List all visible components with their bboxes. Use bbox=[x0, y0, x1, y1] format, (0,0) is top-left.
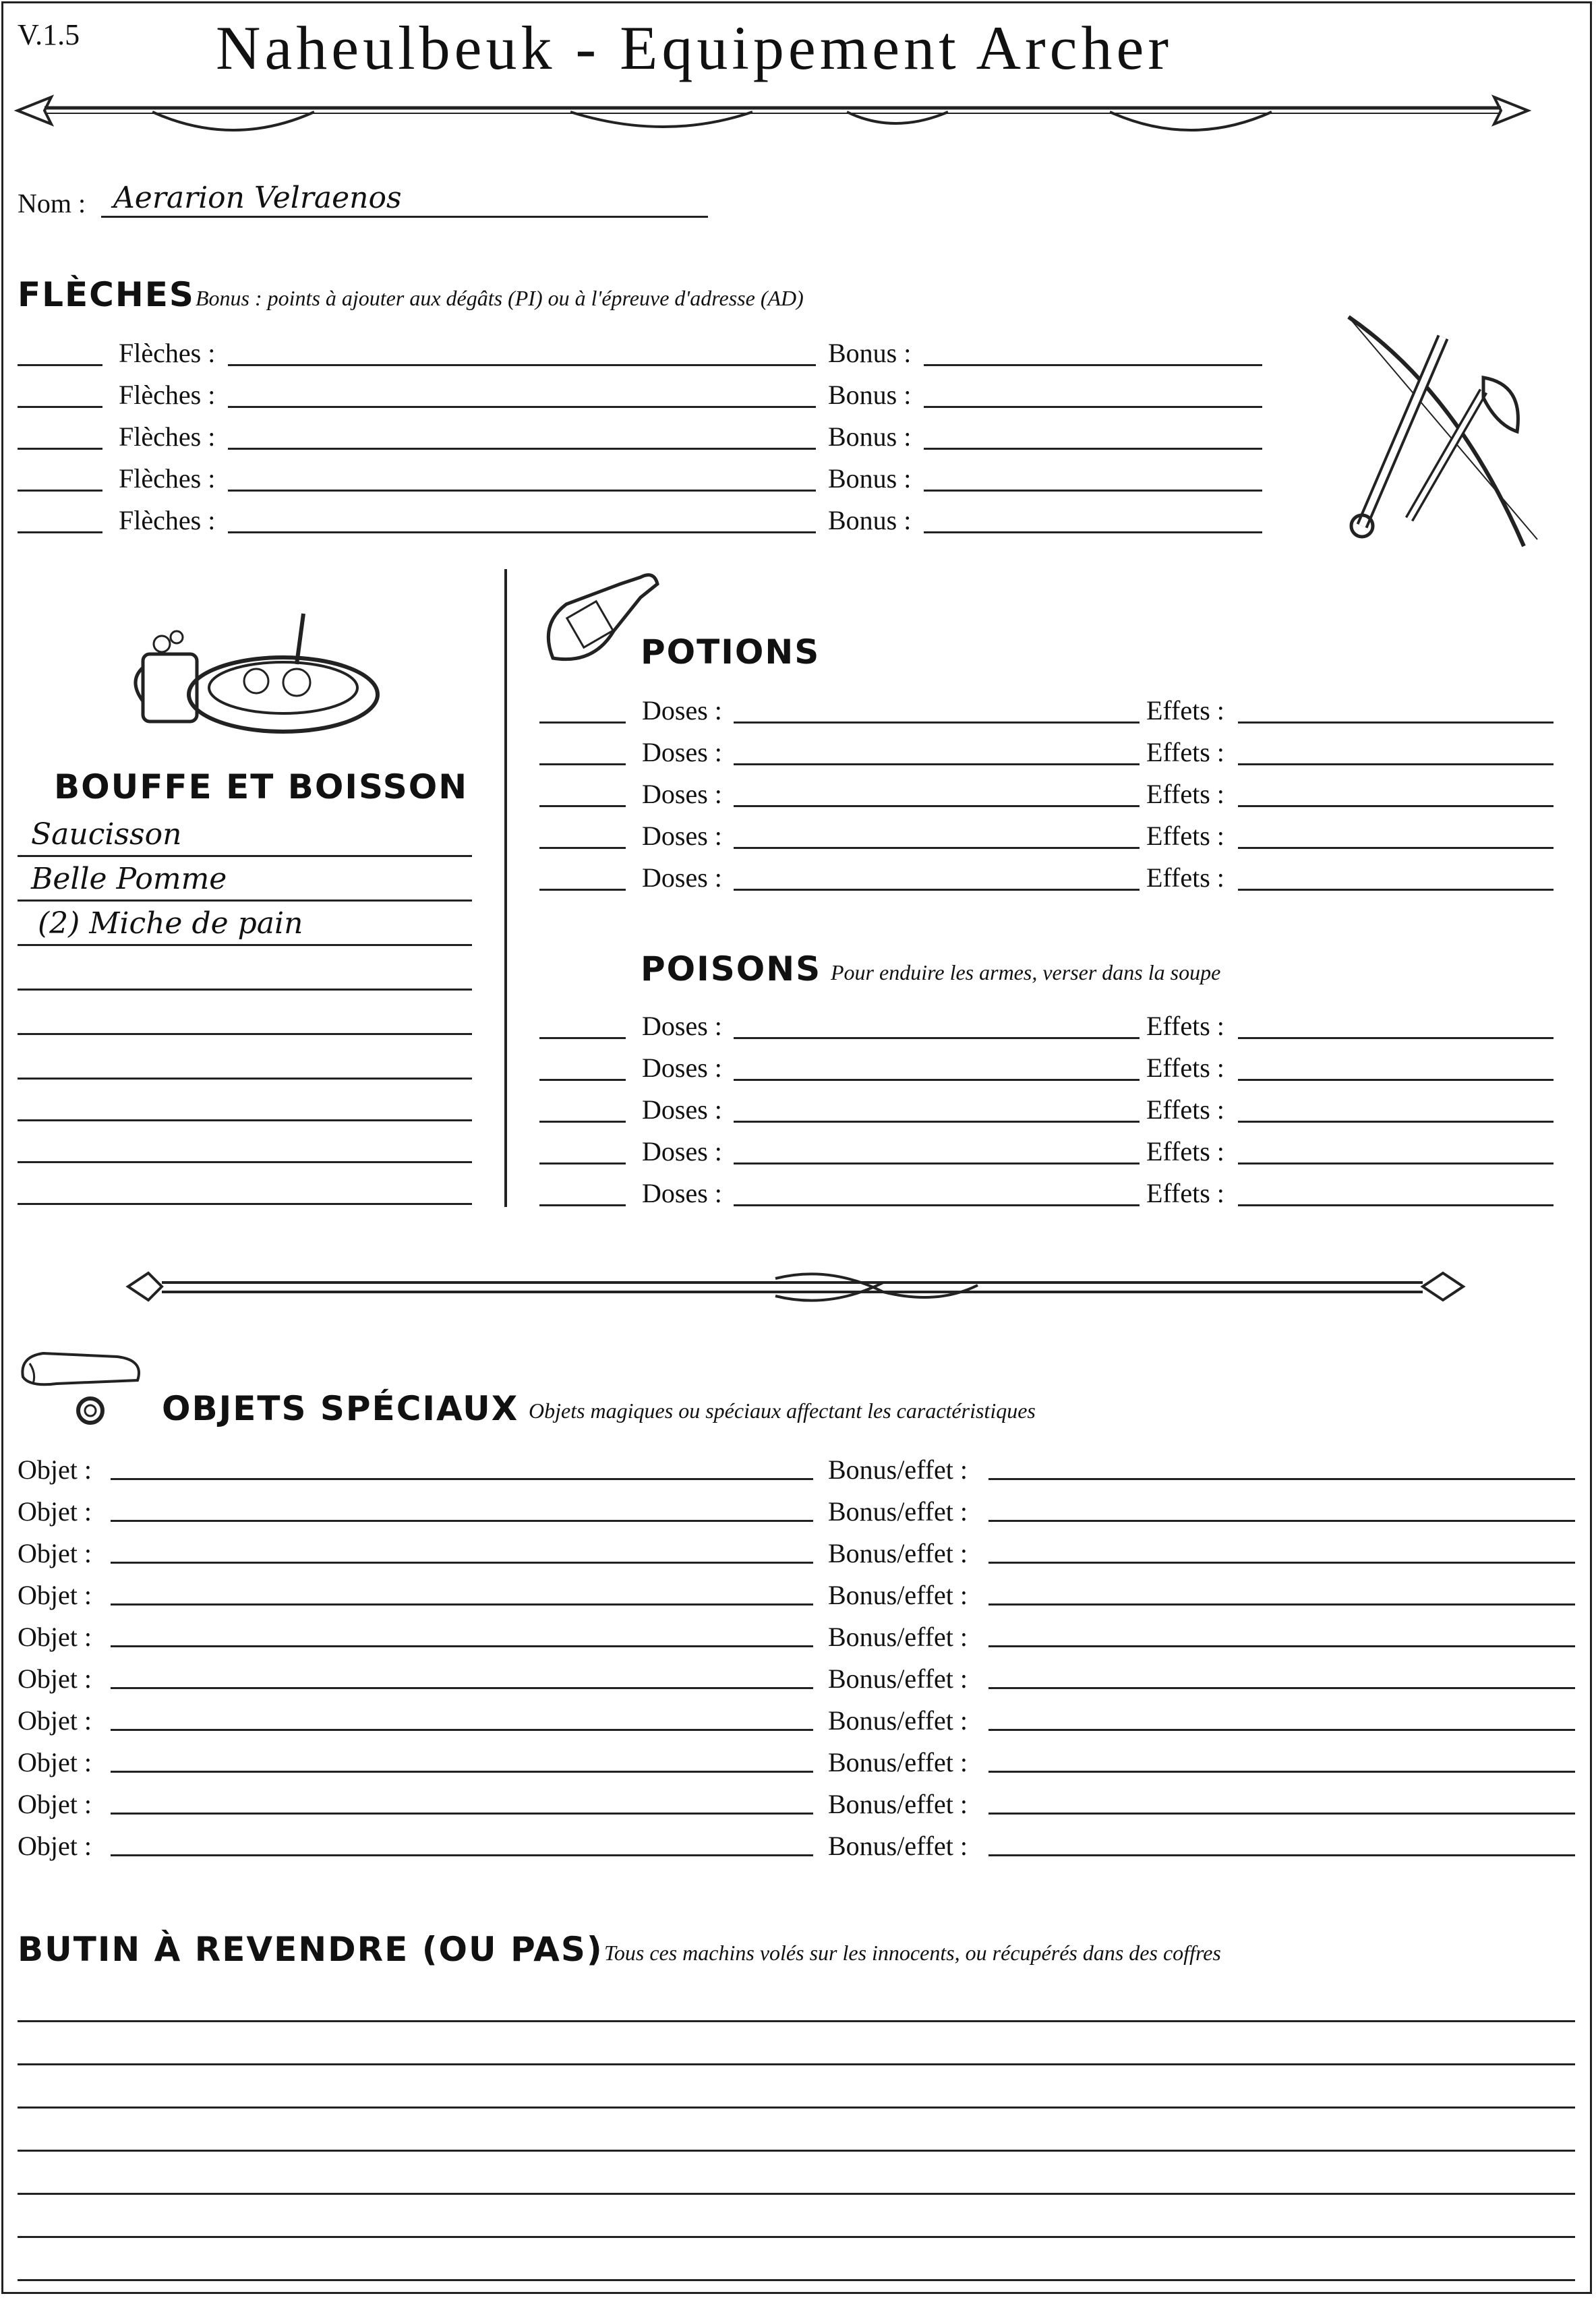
fleches-bonus-label: Bonus : bbox=[828, 421, 912, 452]
objet-bonus-field[interactable] bbox=[988, 1478, 1575, 1480]
butin-line[interactable] bbox=[18, 2193, 1575, 2195]
objet-bonus-label: Bonus/effet : bbox=[828, 1705, 968, 1736]
fleches-name-field[interactable] bbox=[228, 490, 816, 492]
fleches-bonus-label: Bonus : bbox=[828, 338, 912, 368]
objet-bonus-field[interactable] bbox=[988, 1562, 1575, 1564]
poison-doses-field[interactable] bbox=[734, 1204, 1140, 1206]
fleches-label: Flèches : bbox=[119, 421, 216, 452]
bouffe-line[interactable] bbox=[18, 989, 472, 991]
potion-effets-label: Effets : bbox=[1146, 737, 1224, 767]
potion-doses-label: Doses : bbox=[642, 737, 722, 767]
objet-label: Objet : bbox=[18, 1622, 92, 1652]
objet-label: Objet : bbox=[18, 1747, 92, 1777]
fleches-title: FLÈCHES bbox=[18, 275, 195, 314]
poison-effets-label: Effets : bbox=[1146, 1178, 1224, 1208]
poison-qty-field[interactable] bbox=[539, 1079, 626, 1081]
poison-effets-field[interactable] bbox=[1238, 1037, 1554, 1039]
butin-line[interactable] bbox=[18, 2279, 1575, 2281]
potion-doses-label: Doses : bbox=[642, 821, 722, 851]
objet-field[interactable] bbox=[111, 1687, 813, 1689]
bouffe-item[interactable]: Saucisson bbox=[31, 817, 182, 852]
potion-effets-label: Effets : bbox=[1146, 821, 1224, 851]
poison-doses-label: Doses : bbox=[642, 1011, 722, 1041]
objet-bonus-label: Bonus/effet : bbox=[828, 1622, 968, 1652]
poison-effets-label: Effets : bbox=[1146, 1011, 1224, 1041]
poison-effets-field[interactable] bbox=[1238, 1121, 1554, 1123]
fleches-bonus-field[interactable] bbox=[924, 406, 1262, 408]
section-divider bbox=[504, 569, 507, 1207]
bouffe-item[interactable]: Belle Pomme bbox=[31, 862, 227, 896]
poison-doses-field[interactable] bbox=[734, 1037, 1140, 1039]
objet-bonus-field[interactable] bbox=[988, 1603, 1575, 1605]
objet-bonus-label: Bonus/effet : bbox=[828, 1496, 968, 1527]
fleches-bonus-label: Bonus : bbox=[828, 380, 912, 410]
poison-qty-field[interactable] bbox=[539, 1037, 626, 1039]
objet-field[interactable] bbox=[111, 1603, 813, 1605]
objet-label: Objet : bbox=[18, 1496, 92, 1527]
potion-doses-field[interactable] bbox=[734, 763, 1140, 765]
poison-effets-label: Effets : bbox=[1146, 1094, 1224, 1125]
poison-doses-label: Doses : bbox=[642, 1178, 722, 1208]
food-tray-icon bbox=[135, 607, 378, 742]
objets-title: OBJETS SPÉCIAUX bbox=[162, 1389, 519, 1428]
objet-bonus-label: Bonus/effet : bbox=[828, 1538, 968, 1568]
objet-field[interactable] bbox=[111, 1813, 813, 1815]
crossed-weapons-icon bbox=[1322, 310, 1564, 553]
fleches-name-field[interactable] bbox=[228, 364, 816, 366]
fleches-subtitle: Bonus : points à ajouter aux dégâts (PI) ou à l'épreuve d'adresse (AD) bbox=[196, 286, 804, 310]
objet-bonus-field[interactable] bbox=[988, 1645, 1575, 1647]
fleches-count-field[interactable] bbox=[18, 364, 102, 366]
fleches-label: Flèches : bbox=[119, 463, 216, 494]
fleches-name-field[interactable] bbox=[228, 531, 816, 533]
potion-qty-field[interactable] bbox=[539, 847, 626, 849]
poison-effets-field[interactable] bbox=[1238, 1204, 1554, 1206]
bouffe-line bbox=[18, 900, 472, 902]
objet-bonus-field[interactable] bbox=[988, 1854, 1575, 1856]
potion-doses-label: Doses : bbox=[642, 779, 722, 809]
bouffe-line bbox=[18, 855, 472, 857]
objet-label: Objet : bbox=[18, 1831, 92, 1861]
poison-effets-label: Effets : bbox=[1146, 1136, 1224, 1167]
objet-bonus-label: Bonus/effet : bbox=[828, 1580, 968, 1610]
potion-effets-field[interactable] bbox=[1238, 889, 1554, 891]
potion-effets-label: Effets : bbox=[1146, 862, 1224, 893]
objets-subtitle: Objets magiques ou spéciaux affectant les caractéristiques bbox=[529, 1398, 1036, 1423]
arrow-icon bbox=[18, 88, 1528, 148]
potion-doses-field[interactable] bbox=[734, 847, 1140, 849]
bouffe-title: BOUFFE ET BOISSON bbox=[54, 767, 469, 806]
poison-qty-field[interactable] bbox=[539, 1162, 626, 1165]
fleches-count-field[interactable] bbox=[18, 490, 102, 492]
scroll-ring-icon bbox=[16, 1343, 158, 1431]
potion-qty-field[interactable] bbox=[539, 721, 626, 724]
bouffe-line[interactable] bbox=[18, 1203, 472, 1205]
objet-label: Objet : bbox=[18, 1454, 92, 1485]
objet-bonus-label: Bonus/effet : bbox=[828, 1663, 968, 1694]
potion-effets-label: Effets : bbox=[1146, 695, 1224, 726]
poison-doses-label: Doses : bbox=[642, 1136, 722, 1167]
fleches-bonus-field[interactable] bbox=[924, 364, 1262, 366]
objet-label: Objet : bbox=[18, 1663, 92, 1694]
butin-line[interactable] bbox=[18, 2063, 1575, 2065]
objet-bonus-field[interactable] bbox=[988, 1813, 1575, 1815]
fleches-label: Flèches : bbox=[119, 338, 216, 368]
poison-qty-field[interactable] bbox=[539, 1121, 626, 1123]
butin-subtitle: Tous ces machins volés sur les innocents, ou récupérés dans des coffres bbox=[604, 1941, 1221, 1965]
objet-bonus-label: Bonus/effet : bbox=[828, 1831, 968, 1861]
potion-doses-field[interactable] bbox=[734, 721, 1140, 724]
potion-effets-field[interactable] bbox=[1238, 763, 1554, 765]
poisons-subtitle: Pour enduire les armes, verser dans la soupe bbox=[831, 960, 1221, 984]
fleches-bonus-field[interactable] bbox=[924, 531, 1262, 533]
bouffe-line bbox=[18, 944, 472, 946]
potion-effets-label: Effets : bbox=[1146, 779, 1224, 809]
potion-doses-field[interactable] bbox=[734, 805, 1140, 807]
objet-bonus-field[interactable] bbox=[988, 1520, 1575, 1522]
bouffe-line[interactable] bbox=[18, 1161, 472, 1163]
page-title: Naheulbeuk - Equipement Archer bbox=[216, 13, 1173, 82]
objet-bonus-label: Bonus/effet : bbox=[828, 1789, 968, 1819]
fleches-name-field[interactable] bbox=[228, 406, 816, 408]
version-label: V.1.5 bbox=[18, 18, 80, 51]
potion-doses-field[interactable] bbox=[734, 889, 1140, 891]
objet-field[interactable] bbox=[111, 1562, 813, 1564]
poison-doses-field[interactable] bbox=[734, 1162, 1140, 1165]
poison-doses-label: Doses : bbox=[642, 1094, 722, 1125]
objet-label: Objet : bbox=[18, 1705, 92, 1736]
poison-qty-field[interactable] bbox=[539, 1204, 626, 1206]
potion-qty-field[interactable] bbox=[539, 889, 626, 891]
name-line bbox=[101, 216, 708, 218]
bouffe-line[interactable] bbox=[18, 1119, 472, 1121]
potion-effets-field[interactable] bbox=[1238, 805, 1554, 807]
potion-doses-label: Doses : bbox=[642, 862, 722, 893]
potion-qty-field[interactable] bbox=[539, 805, 626, 807]
potion-doses-label: Doses : bbox=[642, 695, 722, 726]
poison-doses-field[interactable] bbox=[734, 1121, 1140, 1123]
poison-doses-field[interactable] bbox=[734, 1079, 1140, 1081]
potion-effets-field[interactable] bbox=[1238, 847, 1554, 849]
poison-effets-field[interactable] bbox=[1238, 1079, 1554, 1081]
fleches-count-field[interactable] bbox=[18, 448, 102, 450]
bouffe-line[interactable] bbox=[18, 1033, 472, 1035]
fleches-bonus-label: Bonus : bbox=[828, 463, 912, 494]
butin-title: BUTIN À REVENDRE (OU PAS) bbox=[18, 1930, 603, 1969]
objet-field[interactable] bbox=[111, 1478, 813, 1480]
objet-field[interactable] bbox=[111, 1771, 813, 1773]
butin-line[interactable] bbox=[18, 2106, 1575, 2109]
fleches-bonus-field[interactable] bbox=[924, 490, 1262, 492]
fleches-label: Flèches : bbox=[119, 505, 216, 535]
objet-bonus-field[interactable] bbox=[988, 1687, 1575, 1689]
objet-field[interactable] bbox=[111, 1520, 813, 1522]
objet-field[interactable] bbox=[111, 1854, 813, 1856]
butin-line[interactable] bbox=[18, 2020, 1575, 2022]
fleches-count-field[interactable] bbox=[18, 531, 102, 533]
fleches-name-field[interactable] bbox=[228, 448, 816, 450]
objet-label: Objet : bbox=[18, 1538, 92, 1568]
fleches-bonus-field[interactable] bbox=[924, 448, 1262, 450]
name-value[interactable]: Aerarion Velraenos bbox=[113, 181, 402, 215]
objet-bonus-label: Bonus/effet : bbox=[828, 1747, 968, 1777]
butin-line[interactable] bbox=[18, 2236, 1575, 2238]
bouffe-line[interactable] bbox=[18, 1078, 472, 1080]
fleches-bonus-label: Bonus : bbox=[828, 505, 912, 535]
objet-label: Objet : bbox=[18, 1580, 92, 1610]
staff-icon bbox=[128, 1265, 1463, 1312]
poison-effets-field[interactable] bbox=[1238, 1162, 1554, 1165]
butin-line[interactable] bbox=[18, 2150, 1575, 2152]
poisons-title: POISONS bbox=[641, 949, 822, 989]
objet-bonus-label: Bonus/effet : bbox=[828, 1454, 968, 1485]
bouffe-item[interactable]: (2) Miche de pain bbox=[38, 906, 303, 941]
potion-effets-field[interactable] bbox=[1238, 721, 1554, 724]
name-label: Nom : bbox=[18, 188, 86, 218]
objet-field[interactable] bbox=[111, 1645, 813, 1647]
poison-effets-label: Effets : bbox=[1146, 1053, 1224, 1083]
potions-title: POTIONS bbox=[641, 632, 821, 672]
objet-field[interactable] bbox=[111, 1729, 813, 1731]
objet-label: Objet : bbox=[18, 1789, 92, 1819]
objet-bonus-field[interactable] bbox=[988, 1729, 1575, 1731]
poison-doses-label: Doses : bbox=[642, 1053, 722, 1083]
potion-qty-field[interactable] bbox=[539, 763, 626, 765]
objet-bonus-field[interactable] bbox=[988, 1771, 1575, 1773]
fleches-count-field[interactable] bbox=[18, 406, 102, 408]
fleches-label: Flèches : bbox=[119, 380, 216, 410]
